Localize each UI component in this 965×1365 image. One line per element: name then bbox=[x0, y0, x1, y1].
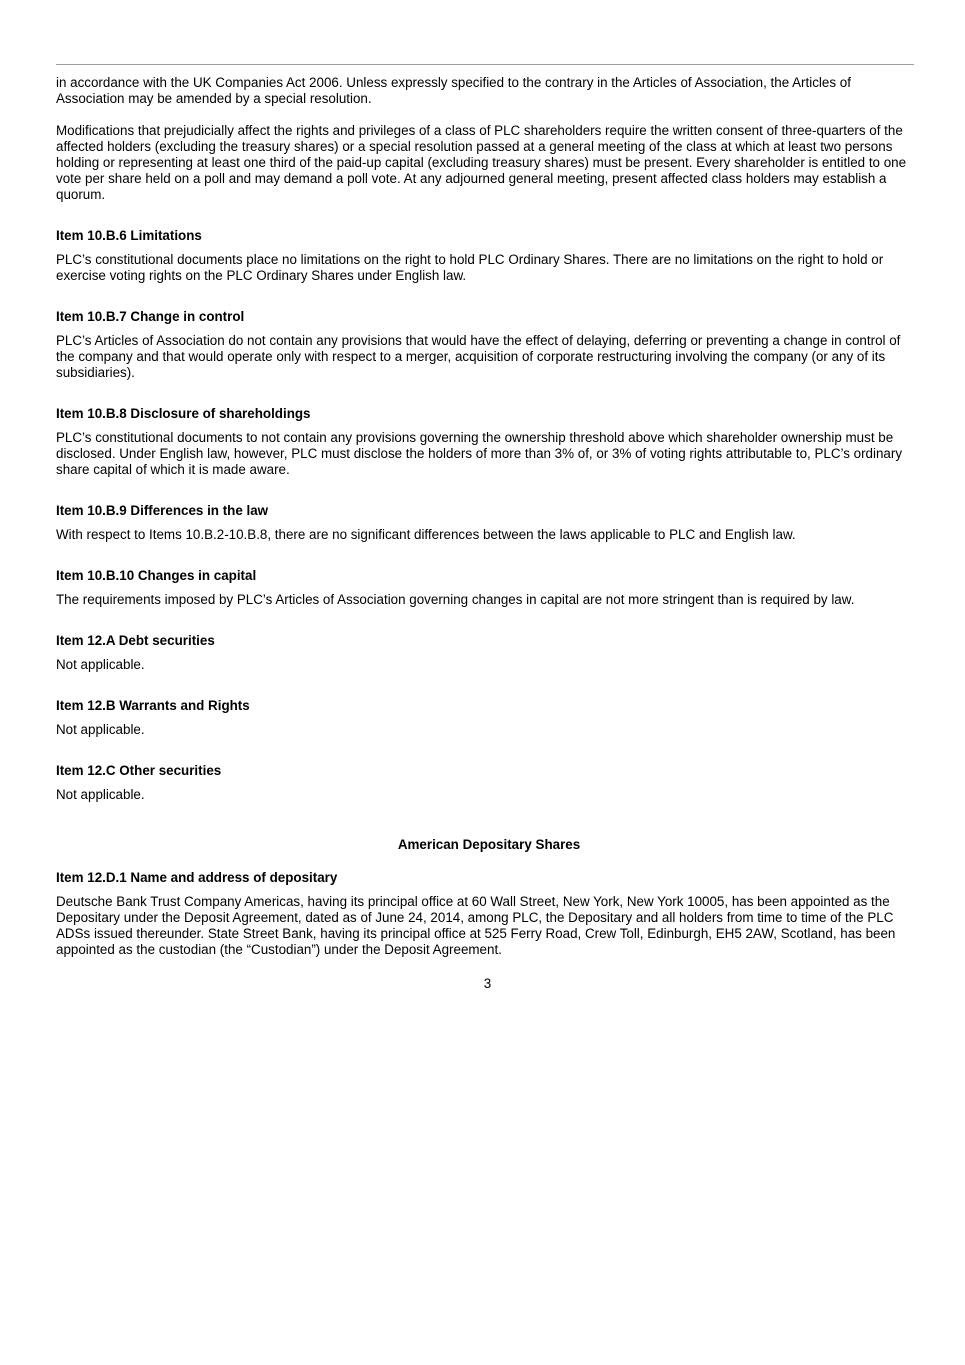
section-body-change-in-control: PLC’s Articles of Association do not contain any provisions that would have the effect of delaying, deferring or preventing a change in control of the company and that would operate only with respect to a merger, acquisition of corporate restructuring involving the company (or any of its subsidiaries). bbox=[56, 333, 901, 380]
section-heading-change-in-control: Item 10.B.7 Change in control bbox=[56, 309, 245, 324]
section-body-disclosure: PLC’s constitutional documents to not contain any provisions governing the ownership threshold above which shareholder ownership must be disclosed. Under English law, however, PLC must disclose the holders of more than 3% of, or 3% of voting rights attributable to, PLC’s ordinary share capital of which it is made aware. bbox=[56, 430, 903, 477]
section-body-debt-securities: Not applicable. bbox=[56, 657, 145, 672]
section-heading-depositary: Item 12.D.1 Name and address of depositary bbox=[56, 870, 338, 885]
page-number: 3 bbox=[483, 976, 492, 991]
section-body-depositary: Deutsche Bank Trust Company Americas, having its principal office at 60 Wall Street, New York, New York 10005, has been appointed as the Depositary under the Deposit Agreement, dated as of June 24, 2014, among PLC, the Depositary and all holders from time to time of the PLC ADSs issued thereunder. State Street Bank, having its principal office at 525 Ferry Road, Crew Toll, Edinburgh, EH5 2AW, Scotland, has been appointed as the custodian (the “Custodian”) under the Deposit Agreement. bbox=[56, 894, 896, 957]
top-divider bbox=[56, 64, 914, 65]
section-heading-other-securities: Item 12.C Other securities bbox=[56, 763, 222, 778]
intro-paragraph-1: in accordance with the UK Companies Act 2006. Unless expressly specified to the contrary in the Articles of Association, the Articles of Association may be amended by a special resolution. bbox=[56, 75, 851, 106]
section-body-differences: With respect to Items 10.B.2-10.B.8, there are no significant differences between the laws applicable to PLC and English law. bbox=[56, 527, 796, 542]
section-body-changes-in-capital: The requirements imposed by PLC’s Articles of Association governing changes in capital are not more stringent than is required by law. bbox=[56, 592, 855, 607]
section-heading-warrants: Item 12.B Warrants and Rights bbox=[56, 698, 250, 713]
section-body-other-securities: Not applicable. bbox=[56, 787, 145, 802]
document-body bbox=[56, 75, 922, 958]
section-body-warrants: Not applicable. bbox=[56, 722, 145, 737]
ads-title: American Depositary Shares bbox=[397, 837, 581, 852]
section-body-limitations: PLC’s constitutional documents place no limitations on the right to hold PLC Ordinary Shares. There are no limitations on the right to hold or exercise voting rights on the PLC Ordinary Shares under English law. bbox=[56, 252, 884, 283]
section-heading-disclosure: Item 10.B.8 Disclosure of shareholdings bbox=[56, 406, 311, 421]
section-heading-differences: Item 10.B.9 Differences in the law bbox=[56, 503, 269, 518]
section-heading-debt-securities: Item 12.A Debt securities bbox=[56, 633, 215, 648]
section-heading-limitations: Item 10.B.6 Limitations bbox=[56, 228, 202, 243]
section-heading-changes-in-capital: Item 10.B.10 Changes in capital bbox=[56, 568, 257, 583]
intro-paragraph-2: Modifications that prejudicially affect the rights and privileges of a class of PLC shareholders require the written consent of three-quarters of the affected holders (excluding the treasury shares) or a special resolution passed at a general meeting of the class at which at least two persons holding or representing at least one third of the paid-up capital (excluding treasury shares) must be present. Every shareholder is entitled to one vote per share held on a poll and may demand a poll vote. At any adjourned general meeting, present affected class holders may establish a quorum. bbox=[56, 123, 907, 202]
